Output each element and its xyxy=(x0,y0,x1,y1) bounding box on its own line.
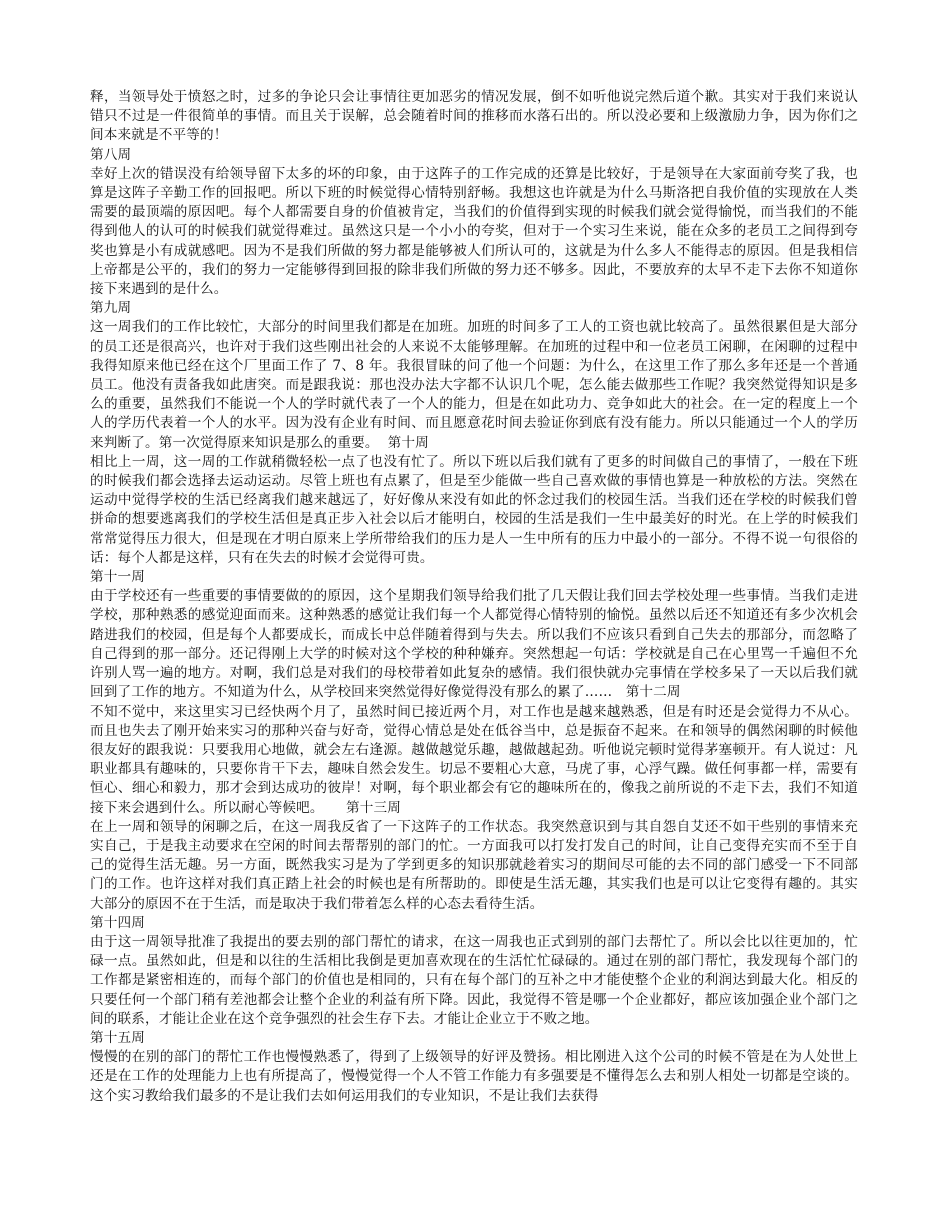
intro-paragraph: 释，当领导处于愤怒之时，过多的争论只会让事情往更加恶劣的情况发展，倒不如听他说完然后道个歉。其实对于我们来说认错只不过是一件很简单的事情。而且关于误解，总会随着时间的推移而水落石出的。所以没必要和上级激励力争，因为你们之间本来就是不平等的！ xyxy=(90,89,858,144)
week9-paragraph xyxy=(90,318,858,452)
week15-heading: 第十五周 xyxy=(90,1029,145,1046)
week13-paragraph: 在上一周和领导的闲聊之后，在这一周我反省了一下这阵子的工作状态。我突然意识到与其自怨自艾还不如干些别的事情来充实自己，于是我主动要求在空闲的时间去帮帮别的部门的忙。一方面我可以打发打发自己的时间，让自己变得充实而不至于自己的觉得生活无趣。另一方面，既然我实习是为了学到更多的知识那就趁着实习的期间尽可能的去不同的部门感受一下不同部门的工作。也许这样对我们真正踏上社会的时候也是有所帮助的。即使是生活无趣，其实我们也是可以让它变得有趣的。其实大部分的原因不在于生活，而是取决于我们带着怎么样的心态去看待生活。 xyxy=(90,818,858,912)
week14-paragraph: 由于这一周领导批准了我提出的要去别的部门帮忙的请求，在这一周我也正式到别的部门去帮忙了。所以会比以往更加的，忙碌一点。虽然如此，但是和以往的生活相比我倒是更加喜欢现在的生活忙忙碌碌的。通过在别的部门帮忙，我发现每个部门的工作都是紧密相连的，而每个部门的价值也是相同的，只有在每个部门的互补之中才能使整个企业的利润达到最大化。相反的只要任何一个部门稍有差池都会让整个企业的利益有所下降。因此，我觉得不管是哪一个企业都好，都应该加强企业个部门之间的联系，才能让企业在这个竞争强烈的社会生存下去。才能让企业立于不败之地。 xyxy=(90,933,858,1027)
week10-heading: 第十周 xyxy=(387,434,429,451)
week15-paragraph: 慢慢的在别的部门的帮忙工作也慢慢熟悉了，得到了上级领导的好评及赞扬。相比刚进入这个公司的时候不管是在为人处世上还是在工作的处理能力上也有所提高了，慢慢觉得一个人不管工作能力有多强要是不懂得怎么去和别人相处一切都是空谈的。这个实习教给我们最多的不是让我们去如何运用我们的专业知识，不是让我们去获得 xyxy=(90,1049,858,1104)
week10-paragraph: 相比上一周，这一周的工作就稍微轻松一点了也没有忙了。所以下班以后我们就有了更多的时间做自己的事情了，一般在下班的时候我们都会选择去运动运动。尽管上班也有点累了，但是至少能做一些自己喜欢做的事情也算是一种放松的方法。突然在运动中觉得学校的生活已经离我们越来越远了，好好像从来没有如此的怀念过我们的校园生活。当我们还在学校的时候我们曾拼命的想要逃离我们的学校生活但是真正步入社会以后才能明白，校园的生活是我们一生中最美好的时光。在上学的时候我们常常觉得压力很大，但是现在才明白原来上学所带给我们的压力是人一生中所有的压力中最小的一部分。不得不说一句很俗的话：每个人都是这样，只有在失去的时候才会觉得可贵。 xyxy=(90,453,858,566)
week8-heading: 第八周 xyxy=(90,146,132,163)
week12-paragraph xyxy=(90,703,858,818)
week11-heading: 第十一周 xyxy=(90,569,145,586)
week9-heading: 第九周 xyxy=(90,300,132,317)
week12-text: 不知不觉中，来这里实习已经快两个月了，虽然时间已接近两个月，对工作也是越来越熟悉，但是有时还是会觉得力不从心。而且也失去了刚开始来实习的那种兴奋与好奇，觉得心情总是处在低谷当中，总是振奋不起来。在和领导的偶然闲聊的时候他很友好的跟我说：只要我用心地做，就会左右逢源。越做越觉乐趣，越做越起劲。听他说完顿时觉得茅塞顿开。有人说过：凡职业都具有趣味的，只要你肯干下去，趣味自然会发生。切忌不要粗心大意，马虎了事，心浮气躁。做任何事都一样，需要有恒心、细心和毅力，那才会到达成功的彼岸！对啊，每个职业都会有它的趣味所在的，像我之前所说的不走下去，我们不知道接下来会遇到什么。所以耐心等候吧。 xyxy=(90,703,858,816)
week11-text: 由于学校还有一些重要的事情要做的的原因，这个星期我们领导给我们批了几天假让我们回去学校处理一些事情。当我们走进学校，那种熟悉的感觉迎面而来。这种熟悉的感觉让我们每一个人都觉得心情特别的愉悦。虽然以后还不知道还有多少次机会踏进我们的校园，但是每个人都要成长，而成长中总伴随着得到与失去。所以我们不应该只看到自己失去的那部分，而忽略了自己得到的那一部分。还记得刚上大学的时候对这个学校的种种嫌弃。突然想起一句话：学校就是自己在心里骂一千遍但不允许别人骂一遍的地方。对啊，我们总是对我们的母校带着如此复杂的感情。我们很快就办完事情在学校多呆了一天以后我们就回到了工作的地方。不知道为什么，从学校回来突然觉得好像觉得没有那么的累了…… xyxy=(90,588,858,701)
document-page xyxy=(90,88,858,1106)
week12-heading: 第十二周 xyxy=(625,684,681,701)
week11-paragraph xyxy=(90,587,858,702)
week9-text: 这一周我们的工作比较忙，大部分的时间里我们都是在加班。加班的时间多了工人的工资也就比较高了。虽然很累但是大部分的员工还是很高兴，也许对于我们这些刚出社会的人来说不太能够理解。在加班的过程中和一位老员工闲聊，在闲聊的过程中我得知原来他已经在这个厂里面工作了 7、8 年。我很冒昧的问了他一个问题：为什么，在这里工作了那么多年还是一个普通员工。他没有责备我如此唐突。而是跟我说：那也没办法大字都不认识几个呢，怎么能去做那些工作呢？我突然觉得知识是多么的重要，虽然我们不能说一个人的学时就代表了一个人的能力，但是在如此功力、竞争如此大的社会。在一定的程度上一个人的学历代表着一个人的水平。因为没有企业有时间、而且愿意花时间去验证你到底有没有能力。所以只能通过一个人的学历来判断了。第一次觉得原来知识是那么的重要。 xyxy=(90,319,858,451)
week14-heading: 第十四周 xyxy=(90,914,145,931)
week8-paragraph: 幸好上次的错误没有给领导留下太多的坏的印象，由于这阵子的工作完成的还算是比较好，于是领导在大家面前夸奖了我，也算是这阵子辛勤工作的回报吧。所以下班的时候觉得心情特别舒畅。我想这也许就是为什么马斯洛把自我价值的实现放在人类需要的最顶端的原因吧。每个人都需要自身的价值被肯定，当我们的价值得到实现的时候我们就会觉得愉悦，而当我们的不能得到他人的认可的时候我们就觉得难过。虽然这只是一个小小的夸奖，但对于一个实习生来说，能在众多的老员工之间得到夸奖也算是小有成就感吧。因为不是我们所做的努力都是能够被人们所认可的，这就是为什么多人不能得志的原因。但是我相信上帝都是公平的，我们的努力一定能够得到回报的除非我们所做的努力还不够多。因此，不要放弃的太早不走下去你不知道你接下来遇到的是什么。 xyxy=(90,165,858,298)
week13-heading: 第十三周 xyxy=(346,799,401,816)
